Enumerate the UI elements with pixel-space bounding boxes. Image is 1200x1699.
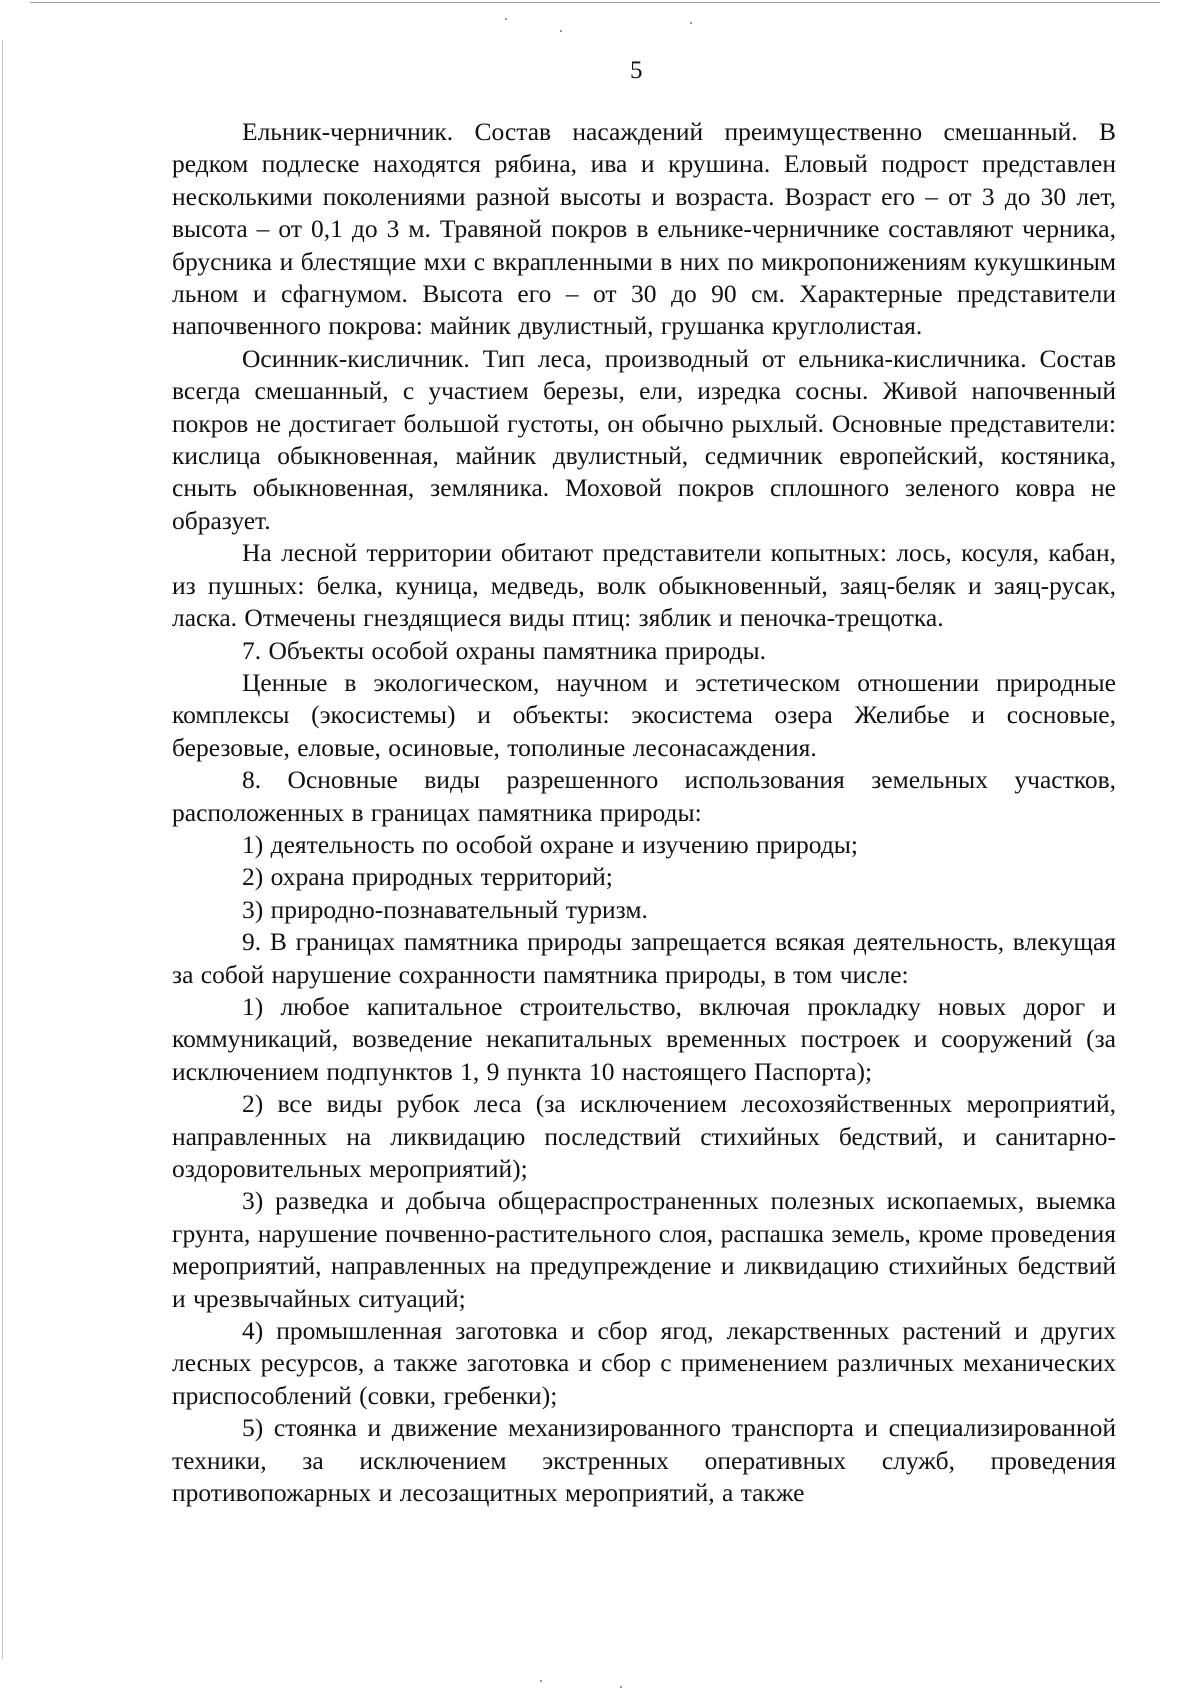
list-item-9-2: 2) все виды рубок леса (за исключением лесохозяйственных мероприятий, направленных на ликвидацию последствий стихийных бедствий, и санитарно-оздоровительных мероприятий); — [172, 1089, 1116, 1183]
list-item-8-1: 1) деятельность по особой охране и изучению природы; — [242, 829, 859, 859]
scan-speck — [505, 18, 507, 20]
list-item-9-4: 4) промышленная заготовка и сбор ягод, лекарственных растений и других лесных ресурсов, а также заготовка и сбор с применением различных механических приспособлений (совки, гребенки); — [172, 1316, 1116, 1410]
paragraph-spruce-forest: Ельник-черничник. Состав насаждений преимущественно смешанный. В редком подлеске находятся рябина, ива и крушина. Еловый подрост представлен несколькими поколениями разной высоты и возраста. Возраст его – от 3 до 30 лет, высота – от 0,1 до 3 м. Травяной покров в ельнике-черничнике составляют черника, брусника и блестящие мхи с вкрапленными в них по микропонижениям кукушкиным льном и сфагнумом. Высота его – от 30 до 90 см. Характерные представители напочвенного покрова: майник двулистный, грушанка круглолистая. — [172, 117, 1116, 341]
scan-speck — [540, 1680, 542, 1682]
paragraph-fauna: На лесной территории обитают представители копытных: лось, косуля, кабан, из пушных: белка, куница, медведь, волк обыкновенный, заяц-беляк и заяц-русак, ласка. Отмечены гнездящиеся виды птиц: зяблик и пеночка-трещотка. — [172, 538, 1116, 633]
scan-speck — [620, 1686, 622, 1688]
section-heading-7: 7. Объекты особой охраны памятника природы. — [242, 635, 767, 665]
scan-speck — [560, 30, 562, 32]
page-number: 5 — [630, 57, 643, 84]
paragraph-valuable-complexes: Ценные в экологическом, научном и эстетическом отношении природные комплексы (экосистемы) и объекты: экосистема озера Желибье и сосновые, березовые, еловые, осиновые, тополиные лесонасаждения. — [172, 667, 1116, 762]
paragraph-aspen-forest: Осинник-кисличник. Тип леса, производный от ельника-кисличника. Состав всегда смешанный, с участием березы, ели, изредка сосны. Живой напочвенный покров не достигает большой густоты, он обычно рыхлый. Основные представители: кислица обыкновенная, майник двулистный, седмичник европейский, костяника, сныть обыкновенная, земляника. Моховой покров сплошного зеленого ковра не образует. — [172, 343, 1116, 535]
list-item-8-2: 2) охрана природных территорий; — [242, 862, 613, 892]
scan-speck — [690, 22, 692, 24]
scan-border-left — [2, 40, 3, 1659]
list-item-9-1: 1) любое капитальное строительство, включая прокладку новых дорог и коммуникаций, возведение некапитальных временных построек и сооружений (за исключением подпунктов 1, 9 пункта 10 настоящего Паспорта); — [172, 991, 1116, 1086]
list-item-9-5: 5) стоянка и движение механизированного транспорта и специализированной техники, за исключением экстренных оперативных служб, проведения противопожарных и лесозащитных мероприятий, а также — [172, 1413, 1116, 1508]
list-item-8-3: 3) природно-познавательный туризм. — [242, 894, 648, 924]
list-item-9-3: 3) разведка и добыча общераспространенных полезных ископаемых, выемка грунта, нарушение почвенно-растительного слоя, распашка земель, кроме проведения мероприятий, направленных на предупреждение и ликвидацию стихийных бедствий и чрезвычайных ситуаций; — [172, 1186, 1116, 1313]
section-heading-8: 8. Основные виды разрешенного использования земельных участков, расположенных в границах памятника природы: — [172, 765, 1116, 827]
document-body — [172, 116, 1116, 1509]
scan-border-top — [30, 2, 1160, 3]
section-heading-9: 9. В границах памятника природы запрещается всякая деятельность, влекущая за собой нарушение сохранности памятника природы, в том числе: — [172, 927, 1116, 989]
